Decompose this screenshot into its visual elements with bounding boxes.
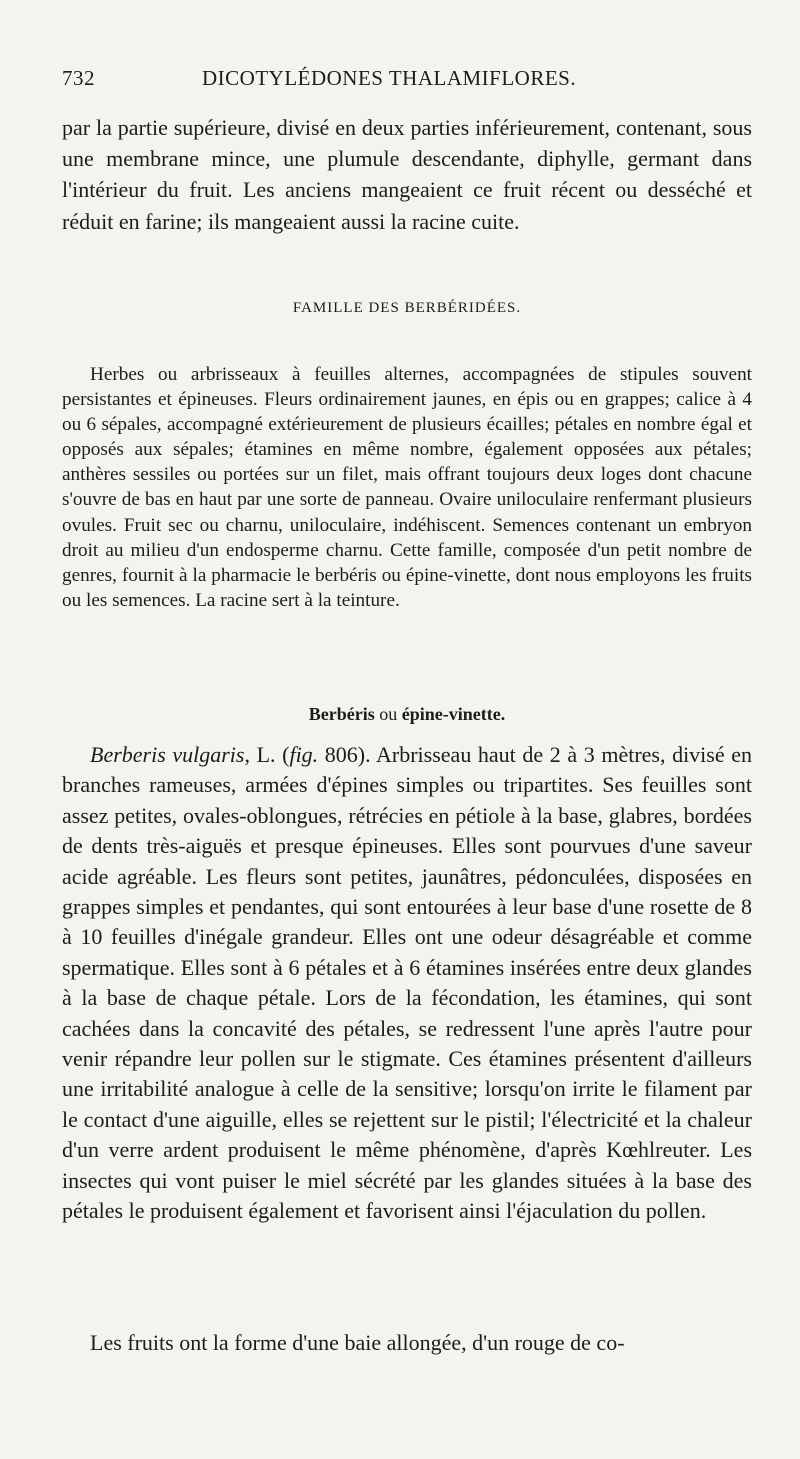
- species-description: [62, 740, 752, 1227]
- paragraph-continuation: par la partie supérieure, divisé en deux parties inférieurement, contenant, sous une membrane mince, une plumule descendante, diphylle, germant dans l'intérieur du fruit. Les anciens mangeaient ce fruit récent ou desséché et réduit en farine; ils mangeaient aussi la racine cuite.: [62, 115, 752, 234]
- paragraph-fruits: Les fruits ont la forme d'une baie allongée, d'un rouge de co-: [90, 1330, 625, 1355]
- species-heading: [62, 704, 752, 725]
- species-text: Arbrisseau haut de 2 à 3 mètres, divisé en branches rameuses, armées d'épines simples ou tripartites. Ses feuilles sont assez petites, ovales-oblongues, rétrécies en pétiole à la base, glabres, bordées de dents très-aiguës et presque épineuses. Elles sont pourvues d'une saveur acide agréable. Les fleurs sont petites, jaunâtres, pédonculées, disposées en grappes simples et pendantes, qui sont entourées à leur base d'une rosette de 8 à 10 feuilles d'inégale grandeur. Elles ont une odeur désagréable et comme spermatique. Elles sont à 6 pétales et à 6 étamines insérées entre deux glandes à la base de chaque pétale. Lors de la fécondation, les étamines, qui sont cachées dans la concavité des pétales, se redressent l'une après l'autre pour venir répandre leur pollen sur le stigmate. Ces étamines présentent d'ailleurs une irritabilité analogue à celle de la sensitive; lorsqu'on irrite le filament par le contact d'une aiguille, elles se rejettent sur le pistil; l'électricité et la chaleur d'un verre ardent produisent le même phénomène, d'après Kœhlreuter. Les insectes qui vont puiser le miel sécrété par les glandes situées à la base des pétales le produisent également et favorisent ainsi l'éjaculation du pollen.: [62, 742, 752, 1224]
- species-name: Berberis vulgaris: [90, 742, 245, 767]
- page-number: 732: [62, 66, 95, 90]
- figure-label: fig.: [289, 742, 319, 767]
- subheading-part-2: ou: [379, 704, 398, 724]
- figure-number: 806).: [318, 742, 371, 767]
- subheading-part-3: épine-vinette.: [401, 704, 506, 724]
- family-heading: FAMILLE DES BERBÉRIDÉES.: [292, 300, 522, 316]
- family-description: Herbes ou arbrisseaux à feuilles alternes, accompagnées de stipules souvent persistantes et épineuses. Fleurs ordinairement jaunes, en épis ou en grappes; calice à 4 ou 6 sépales, accompagné extérieurement de plusieurs écailles; pétales en nombre égal et opposés aux sépales; étamines en même nombre, également opposées aux pétales; anthères sessiles ou portées sur un filet, mais offrant toujours deux loges dont chacune s'ouvre de bas en haut par une sorte de panneau. Ovaire uniloculaire renfermant plusieurs ovules. Fruit sec ou charnu, uniloculaire, indéhiscent. Semences contenant un embryon droit au milieu d'un endosperme charnu. Cette famille, composée d'un petit nombre de genres, fournit à la pharmacie le berbéris ou épine-vinette, dont nous employons les fruits ou les semences. La racine sert à la teinture.: [62, 364, 752, 611]
- subheading-part-1: Berbéris: [308, 704, 375, 724]
- species-author: , L. (: [244, 742, 290, 767]
- running-title: DICOTYLÉDONES THALAMIFLORES.: [202, 66, 577, 90]
